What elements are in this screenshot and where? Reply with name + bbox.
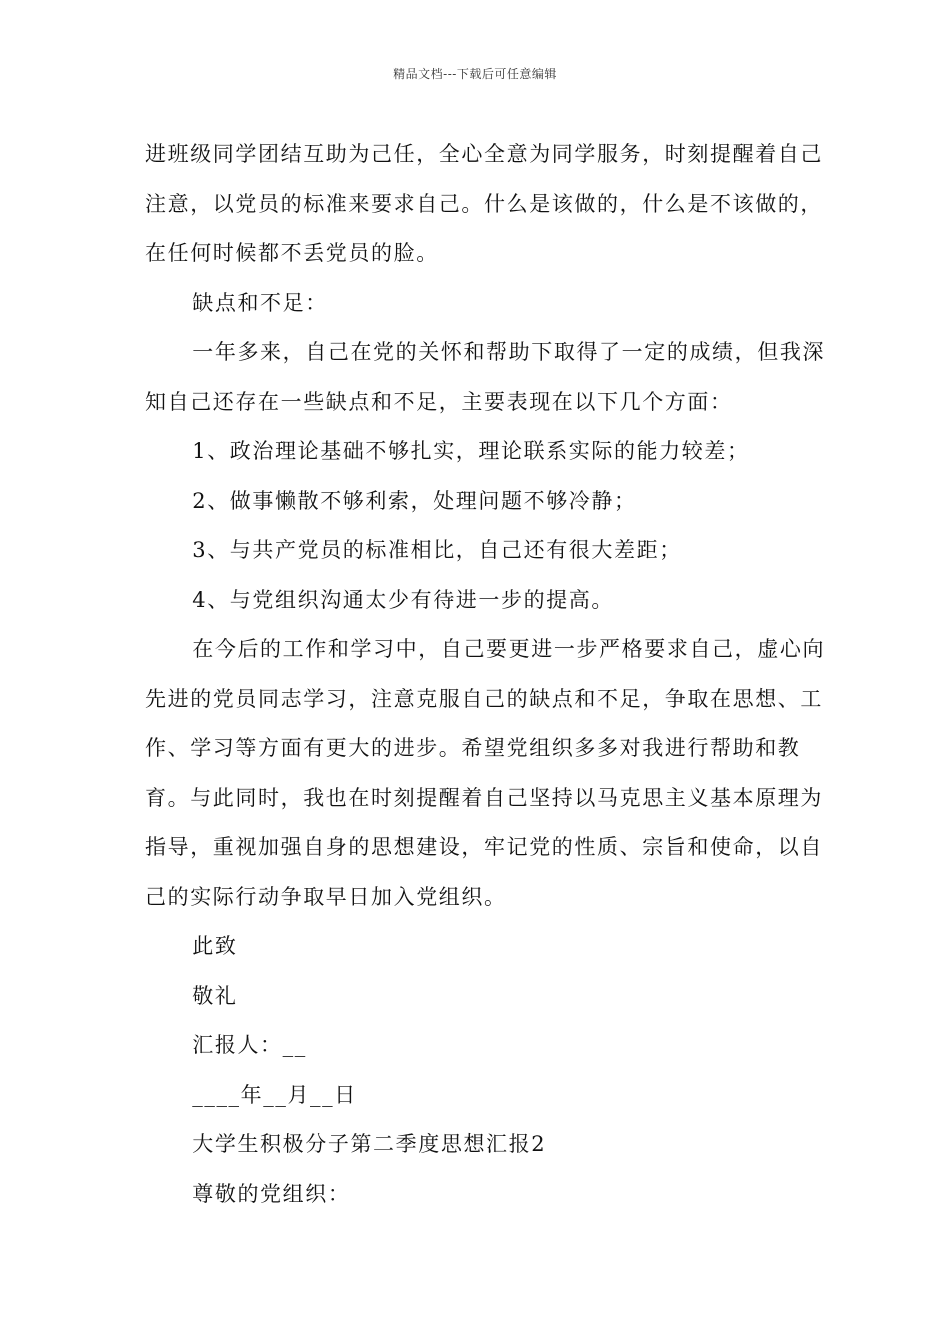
list-item: 2、做事懒散不够利索，处理问题不够冷静； <box>192 488 637 513</box>
paragraph-continued: 进班级同学团结互助为己任，全心全意为同学服务，时刻提醒着自己注意，以党员的标准来要求自己。什么是该做的，什么是不该做的，在任何时候都不丢党员的脸。 <box>145 142 823 265</box>
greeting: 尊敬的党组织： <box>192 1181 351 1206</box>
list-item: 1、政治理论基础不够扎实，理论联系实际的能力较差； <box>192 439 750 463</box>
paragraph: 一年多来，自己在党的关怀和帮助下取得了一定的成绩，但我深知自己还存在一些缺点和不足，主要表现在以下几个方面： <box>145 340 826 414</box>
reporter-signature: 汇报人：__ <box>192 1033 307 1057</box>
report-date: ____年__月__日 <box>192 1082 357 1107</box>
list-item: 3、与共产党员的标准相比，自己还有很大差距； <box>192 538 682 562</box>
section-heading-shortcomings: 缺点和不足： <box>192 290 328 315</box>
paragraph: 在今后的工作和学习中，自己要更进一步严格要求自己，虚心向先进的党员同志学习，注意克服自己的缺点和不足，争取在思想、工作、学习等方面有更大的进步。希望党组织多多对我进行帮助和教育。与此同时，我也在时刻提醒着自己坚持以马克思主义基本原理为指导，重视加强自身的思想建设，牢记党的性质、宗旨和使命，以自己的实际行动争取早日加入党组织。 <box>145 637 826 909</box>
document-title: 大学生积极分子第二季度思想汇报2 <box>192 1132 547 1156</box>
closing-salutation: 此致 <box>192 934 238 958</box>
list-item: 4、与党组织沟通太少有待进一步的提高。 <box>192 587 615 612</box>
page-header: 精品文档---下载后可任意编辑 <box>393 67 557 81</box>
document-body <box>145 130 830 1219</box>
closing-regards: 敬礼 <box>192 983 238 1008</box>
